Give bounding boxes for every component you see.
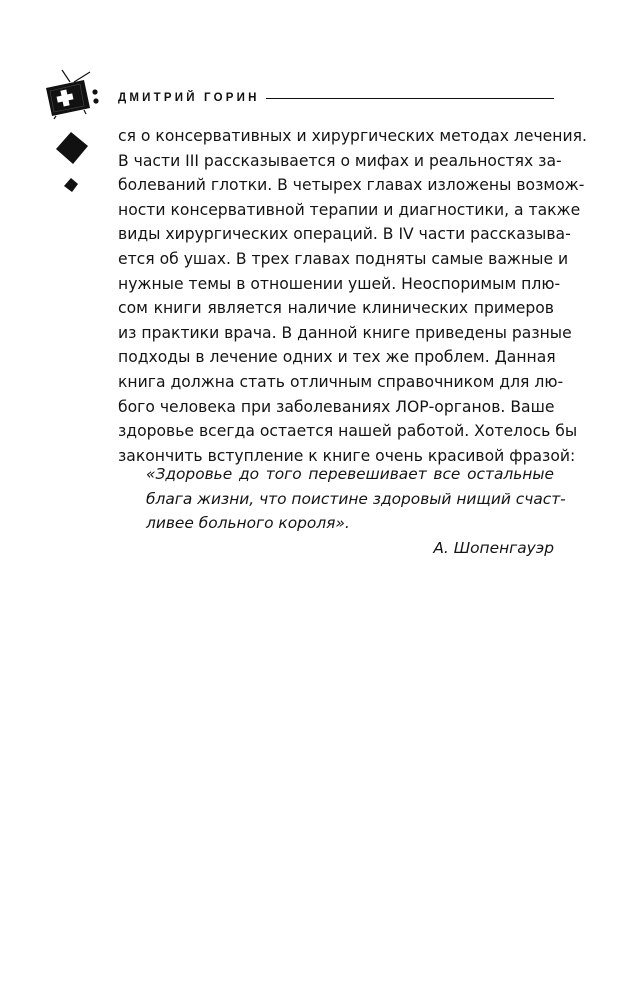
- text-line: закончить вступление к книге очень красивой фразой:: [118, 446, 576, 465]
- epigraph-quote: [146, 462, 566, 560]
- quote-line: ливее больного короля».: [146, 514, 350, 533]
- quote-attribution: А. Шопенгауэр: [433, 538, 554, 557]
- text-line: подходы в лечение одних и тех же проблем. Данная: [118, 348, 556, 367]
- tv-medical-cross-icon: [40, 68, 102, 125]
- text-line: болеваний глотки. В четырех главах изложены возмож-: [118, 176, 585, 195]
- text-line: нужные темы в отношении ушей. Неоспоримым плю-: [118, 274, 561, 293]
- text-line: ется об ушах. В трех главах подняты самые важные и: [118, 249, 569, 268]
- text-line: ности консервативной терапии и диагностики, а также: [118, 200, 581, 219]
- author-name: ДМИТРИЙ ГОРИН: [118, 92, 260, 104]
- text-line: В части III рассказывается о мифах и реальностях за-: [118, 151, 562, 170]
- text-line: книга должна стать отличным справочником для лю-: [118, 372, 564, 391]
- running-header: [0, 0, 620, 130]
- diamond-icon: [54, 131, 90, 170]
- body-paragraph: [118, 124, 587, 468]
- text-line: сом книги является наличие клинических примеров: [118, 299, 554, 318]
- quote-line: «Здоровье до того перевешивает все остальные: [146, 465, 554, 483]
- small-diamond-icon: [63, 177, 79, 198]
- text-line: из практики врача. В данной книге приведены разные: [118, 323, 572, 342]
- text-line: бого человека при заболеваниях ЛОР-органов. Ваше: [118, 397, 555, 416]
- header-rule: [266, 98, 554, 99]
- quote-line: блага жизни, что поистине здоровый нищий счаст-: [146, 489, 566, 508]
- text-line: виды хирургических операций. В IV части рассказыва-: [118, 225, 571, 244]
- text-line: ся о консервативных и хирургических методах лечения.: [118, 127, 587, 145]
- text-line: здоровье всегда остается нашей работой. Хотелось бы: [118, 422, 578, 441]
